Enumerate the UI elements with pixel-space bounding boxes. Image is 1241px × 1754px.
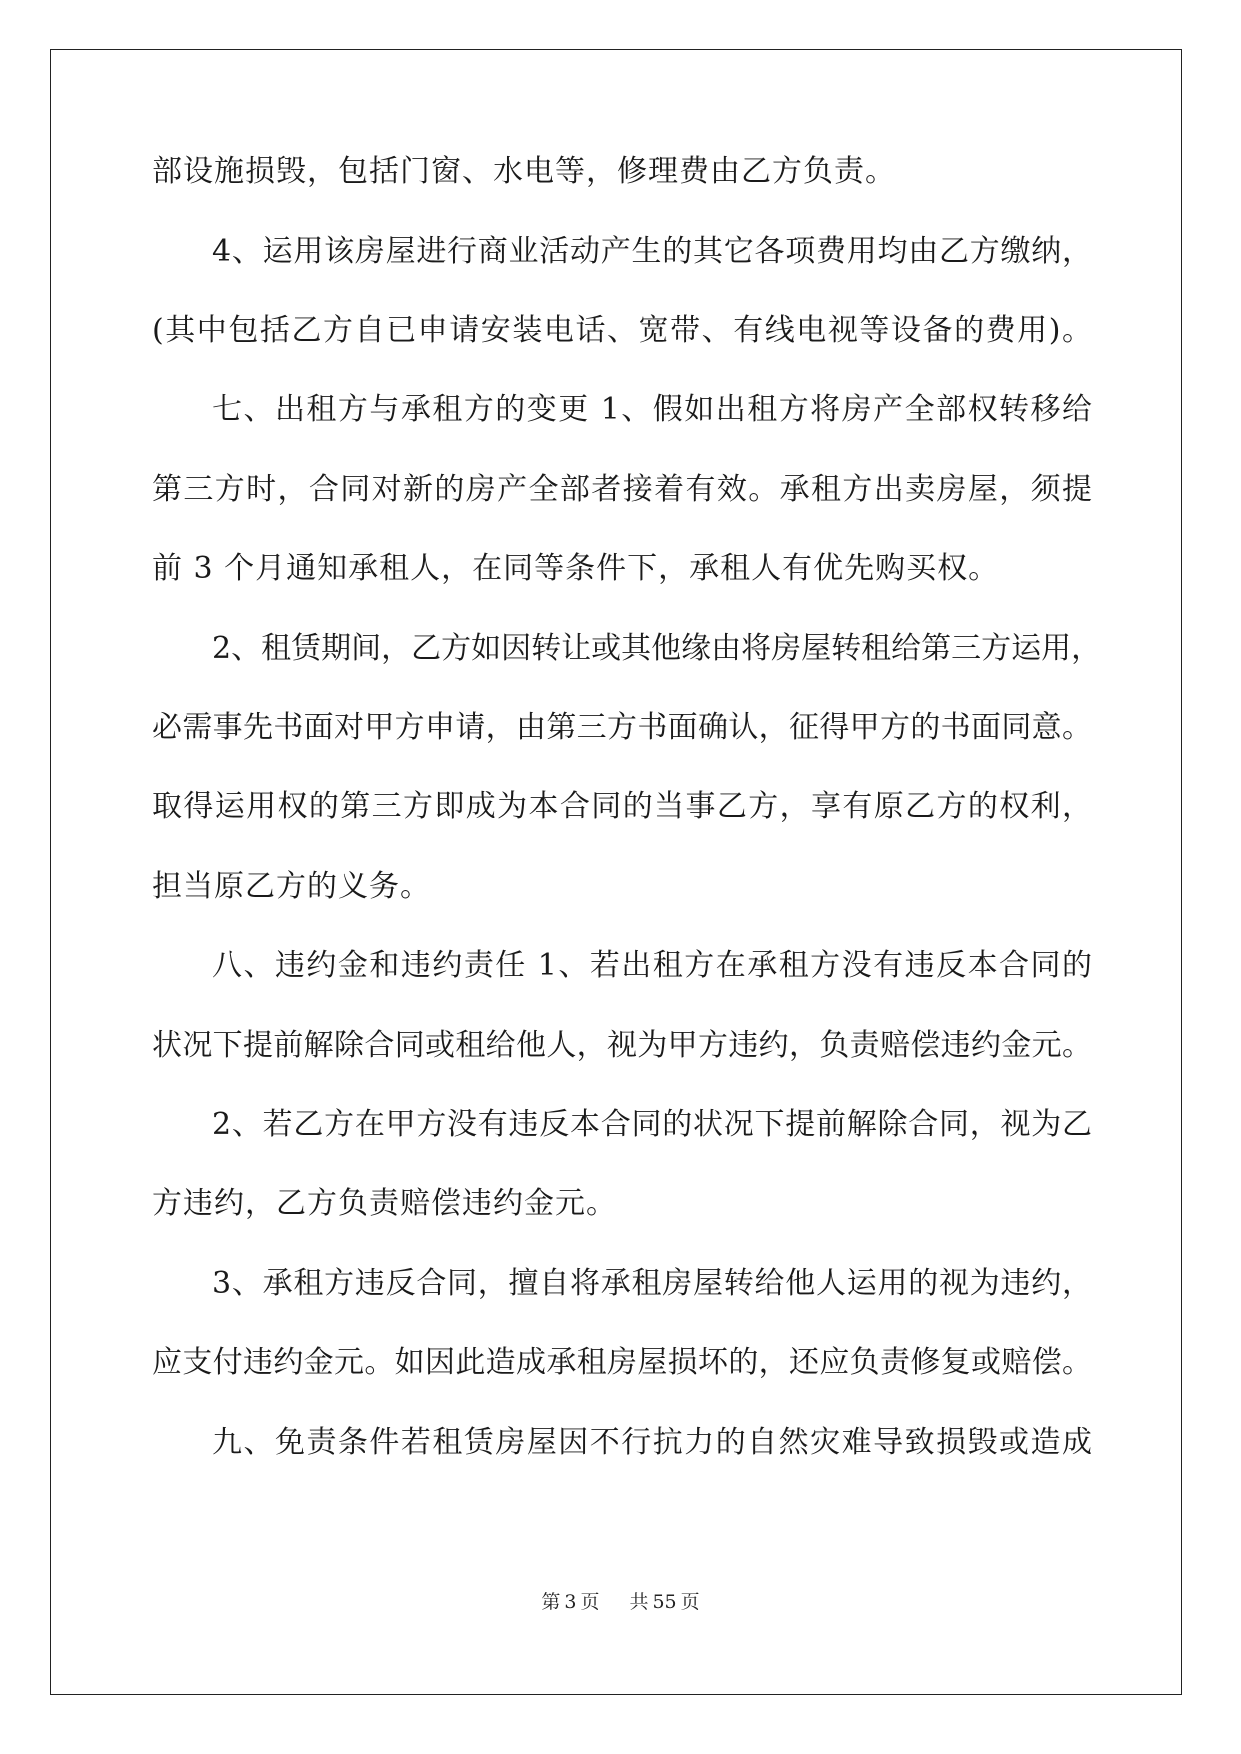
text-line: 取得运用权的第三方即成为本合同的当事乙方，享有原乙方的权利， [152, 789, 1092, 824]
text-line: 应支付违约金元。如因此造成承租房屋损坏的，还应负责修复或赔偿。 [152, 1345, 1092, 1380]
text-line: 担当原乙方的义务。 [152, 869, 431, 904]
text-line: (其中包括乙方自已申请安装电话、宽带、有线电视等设备的费用)。 [152, 313, 1092, 348]
page-prefix: 第 [541, 1591, 561, 1613]
text-line: 八、违约金和违约责任 1、若出租方在承租方没有违反本合同的 [212, 948, 1092, 983]
text-line: 方违约，乙方负责赔偿违约金元。 [152, 1186, 617, 1221]
text-line: 九、免责条件若租赁房屋因不行抗力的自然灾难导致损毁或造成 [212, 1425, 1092, 1460]
text-line: 状况下提前解除合同或租给他人，视为甲方违约，负责赔偿违约金元。 [152, 1028, 1092, 1063]
text-line: 七、出租方与承租方的变更 1、假如出租方将房产全部权转移给 [212, 392, 1092, 427]
text-line: 部设施损毁，包括门窗、水电等，修理费由乙方负责。 [152, 154, 896, 189]
text-line: 第三方时，合同对新的房产全部者接着有效。承租方出卖房屋，须提 [152, 472, 1092, 507]
text-line: 2、租赁期间，乙方如因转让或其他缘由将房屋转租给第三方运用， [212, 631, 1102, 666]
text-line: 前 3 个月通知承租人，在同等条件下，承租人有优先购买权。 [152, 551, 1000, 586]
text-line: 必需事先书面对甲方申请，由第三方书面确认，征得甲方的书面同意。 [152, 710, 1092, 745]
text-line: 3、承租方违反合同，擅自将承租房屋转给他人运用的视为违约， [212, 1266, 1092, 1301]
page-suffix: 页 [580, 1591, 600, 1613]
total-pages: 55 [652, 1591, 677, 1613]
text-line: 4、运用该房屋进行商业活动产生的其它各项费用均由乙方缴纳， [212, 234, 1092, 269]
page-number: 3 [564, 1591, 577, 1613]
total-suffix: 页 [680, 1591, 700, 1613]
total-prefix: 共 [629, 1591, 649, 1613]
text-line: 2、若乙方在甲方没有违反本合同的状况下提前解除合同，视为乙 [212, 1107, 1092, 1142]
page-footer [0, 1590, 1241, 1614]
